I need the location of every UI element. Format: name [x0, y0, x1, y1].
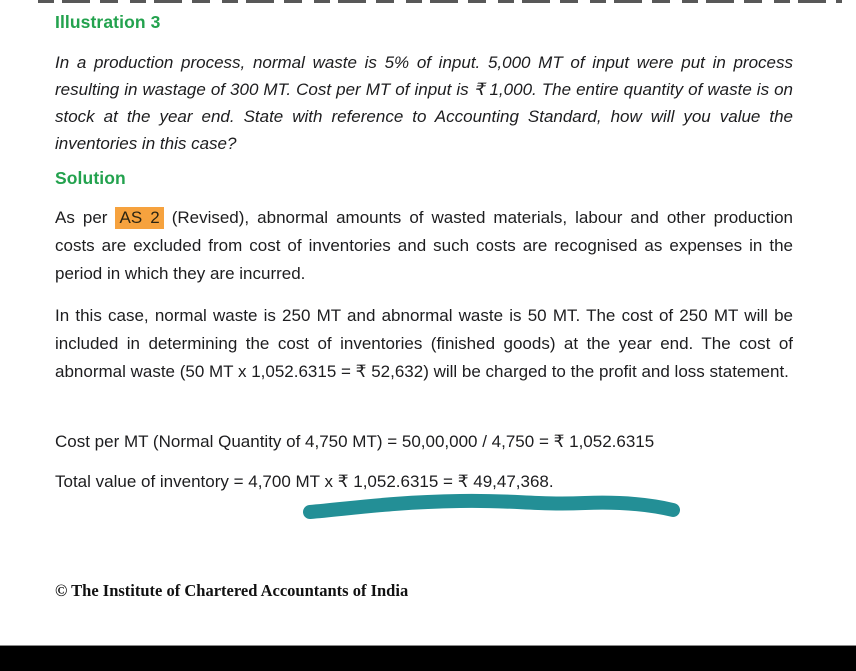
solution-paragraph-1	[55, 204, 793, 288]
marker-stroke-path	[310, 501, 673, 512]
problem-statement-paragraph: In a production process, normal waste is 5% of input. 5,000 MT of input were put in process resulting in wastage of 300 MT. Cost per MT of input is ₹ 1,000. The entire quantity of waste is on stock at the year end. State with reference to Accounting Standard, how will you value the inventories in this case?	[55, 53, 793, 153]
illustration-heading: Illustration 3	[55, 12, 161, 32]
bottom-black-bar	[0, 645, 856, 671]
as2-highlight: AS 2	[115, 207, 163, 229]
solution-paragraph-1-suffix: (Revised), abnormal amounts of wasted materials, labour and other production costs are excluded from cost of inventories and such costs are recognised as expenses in the period in which they are incurred.	[55, 208, 793, 283]
teal-marker-underline-stroke	[300, 491, 686, 523]
copyright-notice: © The Institute of Chartered Accountants of India	[55, 581, 409, 600]
cost-per-mt-line: Cost per MT (Normal Quantity of 4,750 MT) = 50,00,000 / 4,750 = ₹ 1,052.6315	[55, 432, 655, 451]
solution-paragraph-1-prefix: As per	[55, 208, 116, 227]
total-value-line: Total value of inventory = 4,700 MT x ₹ 1,052.6315 = ₹ 49,47,368.	[55, 472, 554, 491]
solution-paragraph-2: In this case, normal waste is 250 MT and abnormal waste is 50 MT. The cost of 250 MT will be included in determining the cost of inventories (finished goods) at the year end. The cost of abnormal waste (50 MT x 1,052.6315 = ₹ 52,632) will be charged to the profit and loss statement.	[55, 306, 793, 381]
solution-heading: Solution	[55, 168, 126, 188]
clipped-previous-line-artifact	[38, 0, 842, 3]
